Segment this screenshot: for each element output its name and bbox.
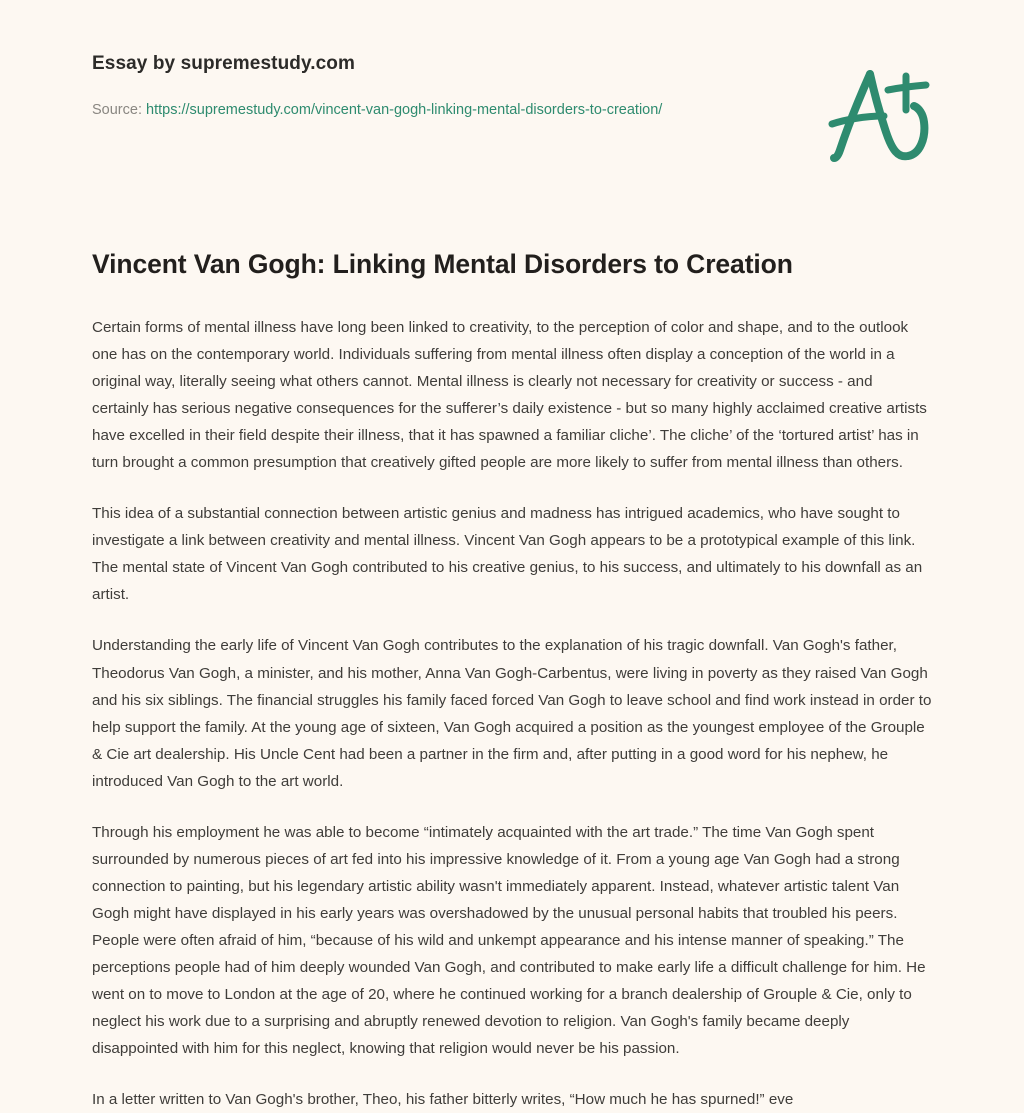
source-line (92, 99, 712, 122)
page-title: Vincent Van Gogh: Linking Mental Disorders to Creation (92, 249, 793, 279)
aplus-logo-icon (818, 58, 938, 170)
essay-byline: Essay by supremestudy.com (92, 53, 355, 74)
paragraph: This idea of a substantial connection between artistic genius and madness has intrigued academics, who have sought to investigate a link between creativity and mental illness. Vincent Van Gogh appears to be a prototypical example of this link. The mental state of Vincent Van Gogh contributed to his creative genius, to his success, and ultimately to his downfall as an artist. (92, 505, 923, 604)
source-url-link[interactable]: https://supremestudy.com/vincent-van-gogh-linking-mental-disorders-to-creation/ (146, 101, 663, 118)
article-body (92, 314, 932, 1113)
paragraph: In a letter written to Van Gogh's brother, Theo, his father bitterly writes, “How much he has spurned!” eve (92, 1091, 794, 1109)
page-header (92, 52, 792, 122)
source-label: Source: (92, 101, 142, 118)
paragraph: Understanding the early life of Vincent Van Gogh contributes to the explanation of his tragic downfall. Van Gogh's father, Theodorus Van Gogh, a minister, and his mother, Anna Van Gogh-Carbentus, were living in poverty as they raised Van Gogh and his six siblings. The financial struggles his family faced forced Van Gogh to leave school and find work instead in order to help support the family. At the young age of sixteen, Van Gogh acquired a position as the youngest employee of the Grouple & Cie art dealership. His Uncle Cent had been a partner in the firm and, after putting in a good word for his nephew, he introduced Van Gogh to the art world. (92, 637, 932, 790)
paragraph: Certain forms of mental illness have long been linked to creativity, to the perception of color and shape, and to the outlook one has on the contemporary world. Individuals suffering from mental illness often display a conception of the world in a original way, literally seeing what others cannot. Mental illness is clearly not necessary for creativity or success - and certainly has serious negative consequences for the sufferer’s daily existence - but so many highly acclaimed creative artists have excelled in their field despite their illness, that it has spawned a familiar cliche’. The cliche’ of the ‘tortured artist’ has in turn brought a common presumption that creatively gifted people are more likely to suffer from mental illness than others. (92, 319, 927, 472)
paragraph: Through his employment he was able to become “intimately acquainted with the art trade.” The time Van Gogh spent surrounded by numerous pieces of art fed into his impressive knowledge of it. From a young age Van Gogh had a strong connection to painting, but his legendary artistic ability wasn't immediately apparent. Instead, whatever artistic talent Van Gogh might have displayed in his early years was overshadowed by the unusual personal habits that troubled his peers. People were often afraid of him, “because of his wild and unkempt appearance and his intense manner of speaking.” The perceptions people had of him deeply wounded Van Gogh, and contributed to make early life a difficult challenge for him. He went on to move to London at the age of 20, where he continued working for a branch dealership of Grouple & Cie, only to neglect his work due to a surprising and abruptly renewed devotion to religion. Van Gogh's family became deeply disappointed with him for this neglect, knowing that religion would never be his passion. (92, 823, 926, 1058)
